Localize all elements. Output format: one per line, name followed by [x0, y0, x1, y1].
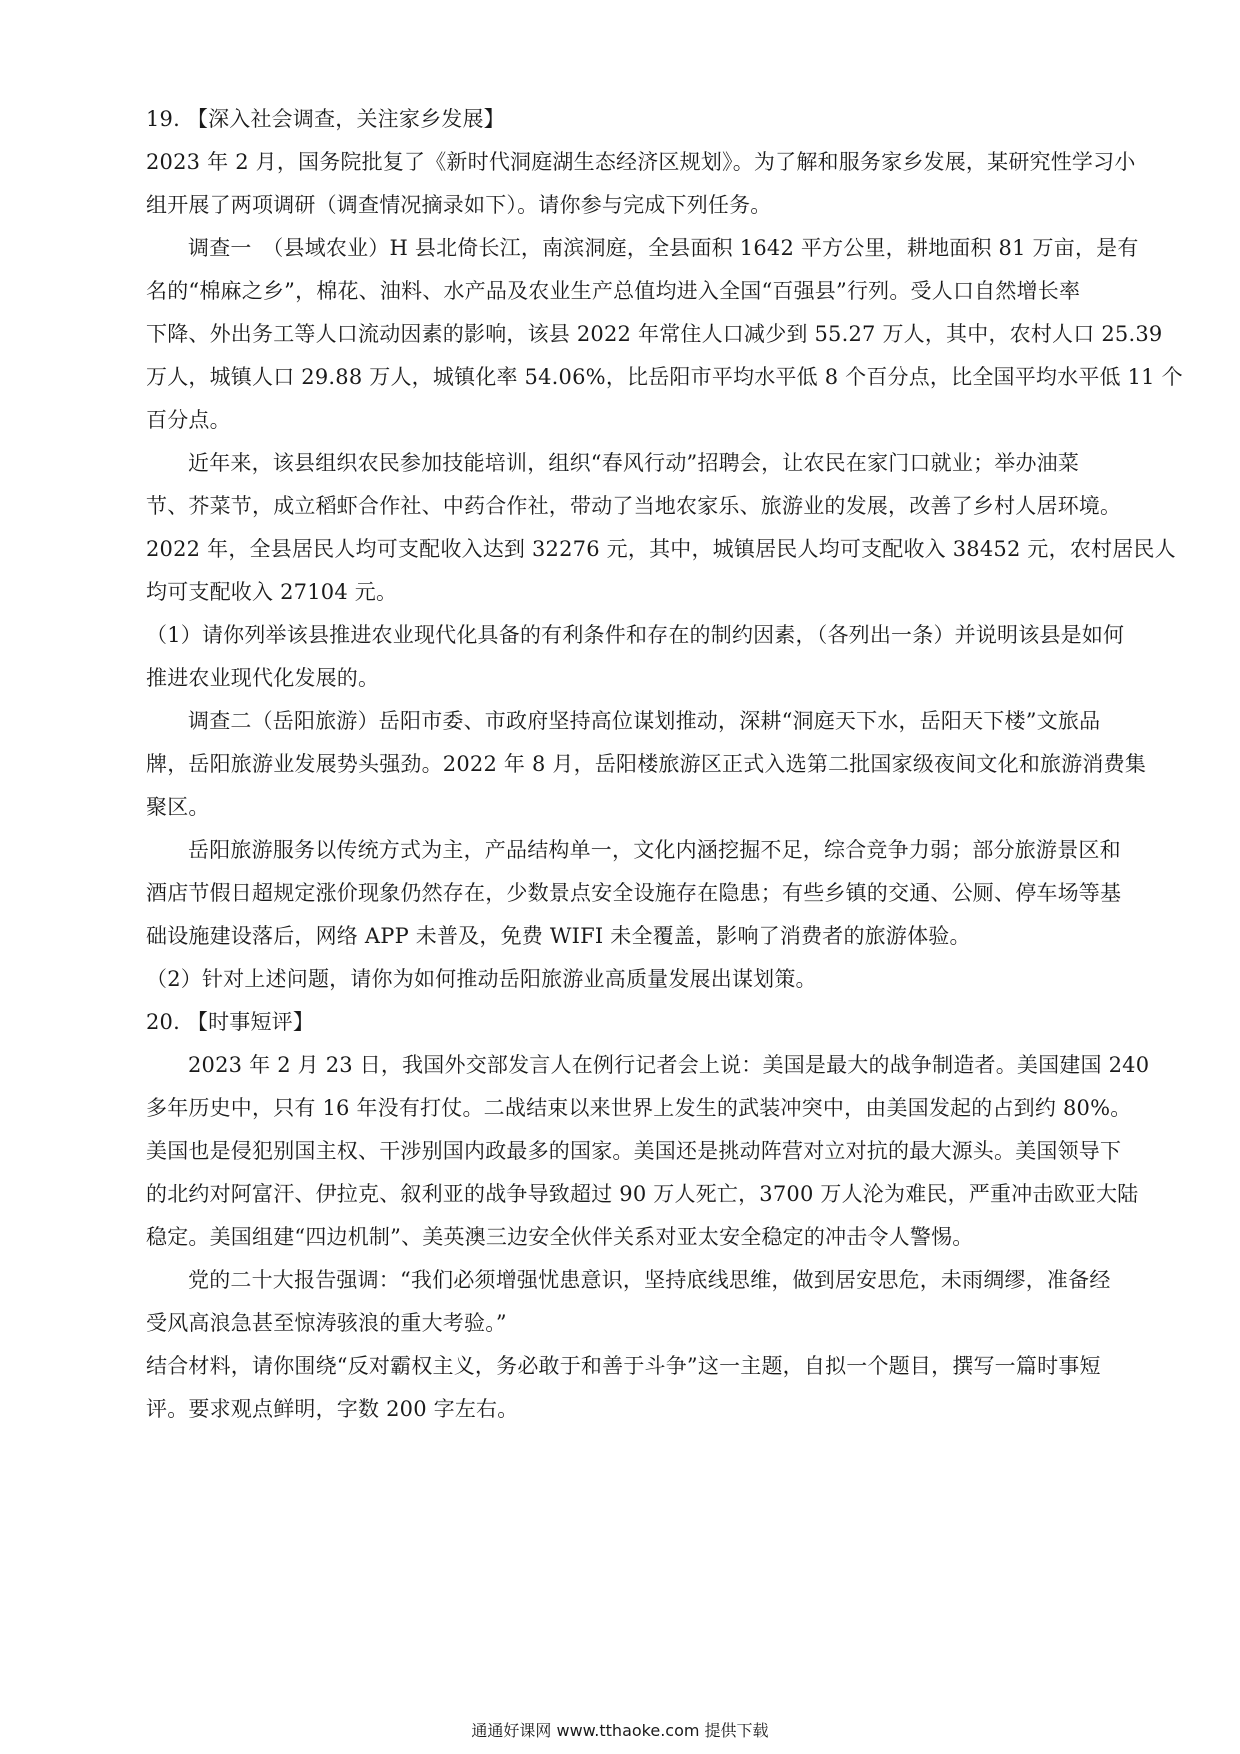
survey2-paragraph-line: 调查二（岳阳旅游）岳阳市委、市政府坚持高位谋划推动，深耕“洞庭天下水，岳阳天下楼”文旅品	[188, 709, 1101, 733]
q20-paragraph-line: 美国也是侵犯别国主权、干涉别国内政最多的国家。美国还是挑动阵营对立对抗的最大源头。美国领导下	[146, 1139, 1122, 1163]
survey2-paragraph2-line: 础设施建设落后，网络 APP 未普及，免费 WIFI 未全覆盖，影响了消费者的旅游体验。	[146, 924, 971, 948]
q20-task-line: 评。要求观点鲜明，字数 200 字左右。	[146, 1397, 519, 1421]
question-19-heading: 19. 【深入社会调查，关注家乡发展】	[146, 107, 505, 131]
q19-intro-line: 组开展了两项调研（调查情况摘录如下）。请你参与完成下列任务。	[146, 193, 772, 217]
survey1-paragraph2-line: 节、芥菜节，成立稻虾合作社、中药合作社，带动了当地农家乐、旅游业的发展，改善了乡村人居环境。	[146, 494, 1122, 518]
q20-paragraph-line: 多年历史中，只有 16 年没有打仗。二战结束以来世界上发生的武装冲突中，由美国发起的占到约 80%。	[146, 1096, 1132, 1120]
q20-task-line: 结合材料，请你围绕“反对霸权主义，务必敢于和善于斗争”这一主题，自拟一个题目，撰写一篇时事短	[146, 1354, 1101, 1378]
survey2-paragraph2-line: 酒店节假日超规定涨价现象仍然存在，少数景点安全设施存在隐患；有些乡镇的交通、公厕、停车场等基	[146, 881, 1122, 905]
survey1-paragraph-line: 调查一 （县域农业）H 县北倚长江，南滨洞庭，全县面积 1642 平方公里，耕地面积 81 万亩，是有	[188, 236, 1139, 260]
task-2-line: （2）针对上述问题，请你为如何推动岳阳旅游业高质量发展出谋划策。	[146, 967, 817, 991]
survey1-paragraph-line: 下降、外出务工等人口流动因素的影响，该县 2022 年常住人口减少到 55.27 万人，其中，农村人口 25.39	[146, 322, 1163, 346]
survey1-paragraph2-line: 2022 年，全县居民人均可支配收入达到 32276 元，其中，城镇居民人均可支配收入 38452 元，农村居民人	[146, 537, 1176, 561]
q20-paragraph-line: 稳定。美国组建“四边机制”、美英澳三边安全伙伴关系对亚太安全稳定的冲击令人警惕。	[146, 1225, 974, 1249]
survey2-paragraph-line: 聚区。	[146, 795, 210, 819]
question-20-heading: 20. 【时事短评】	[146, 1010, 315, 1034]
q20-quote-line: 受风高浪急甚至惊涛骇浪的重大考验。”	[146, 1311, 507, 1335]
document-page	[146, 98, 1183, 1431]
survey1-paragraph-line: 百分点。	[146, 408, 231, 432]
task-1-line: 推进农业现代化发展的。	[146, 666, 380, 690]
survey1-paragraph2-line: 均可支配收入 27104 元。	[146, 580, 398, 604]
q19-intro-line: 2023 年 2 月，国务院批复了《新时代洞庭湖生态经济区规划》。为了解和服务家乡发展，某研究性学习小	[146, 150, 1136, 174]
q20-paragraph-line: 的北约对阿富汗、伊拉克、叙利亚的战争导致超过 90 万人死亡，3700 万人沦为难民，严重冲击欧亚大陆	[146, 1182, 1139, 1206]
q20-quote-line: 党的二十大报告强调：“我们必须增强忧患意识，坚持底线思维，做到居安思危，未雨绸缪，准备经	[188, 1268, 1111, 1292]
task-1-line: （1）请你列举该县推进农业现代化具备的有利条件和存在的制约因素，（各列出一条）并说明该县是如何	[146, 623, 1125, 647]
survey2-paragraph-line: 牌，岳阳旅游业发展势头强劲。2022 年 8 月，岳阳楼旅游区正式入选第二批国家级夜间文化和旅游消费集	[146, 752, 1147, 776]
survey1-paragraph2-line: 近年来，该县组织农民参加技能培训，组织“春风行动”招聘会，让农民在家门口就业；举办油菜	[188, 451, 1080, 475]
page-footer: 通通好课网 www.tthaoke.com 提供下载	[471, 1721, 769, 1740]
survey2-paragraph2-line: 岳阳旅游服务以传统方式为主，产品结构单一，文化内涵挖掘不足，综合竞争力弱；部分旅游景区和	[188, 838, 1121, 862]
q20-paragraph-line: 2023 年 2 月 23 日，我国外交部发言人在例行记者会上说：美国是最大的战争制造者。美国建国 240	[188, 1053, 1150, 1077]
survey1-paragraph-line: 万人，城镇人口 29.88 万人，城镇化率 54.06%，比岳阳市平均水平低 8 个百分点，比全国平均水平低 11 个	[146, 365, 1183, 389]
survey1-paragraph-line: 名的“棉麻之乡”，棉花、油料、水产品及农业生产总值均进入全国“百强县”行列。受人口自然增长率	[146, 279, 1081, 303]
